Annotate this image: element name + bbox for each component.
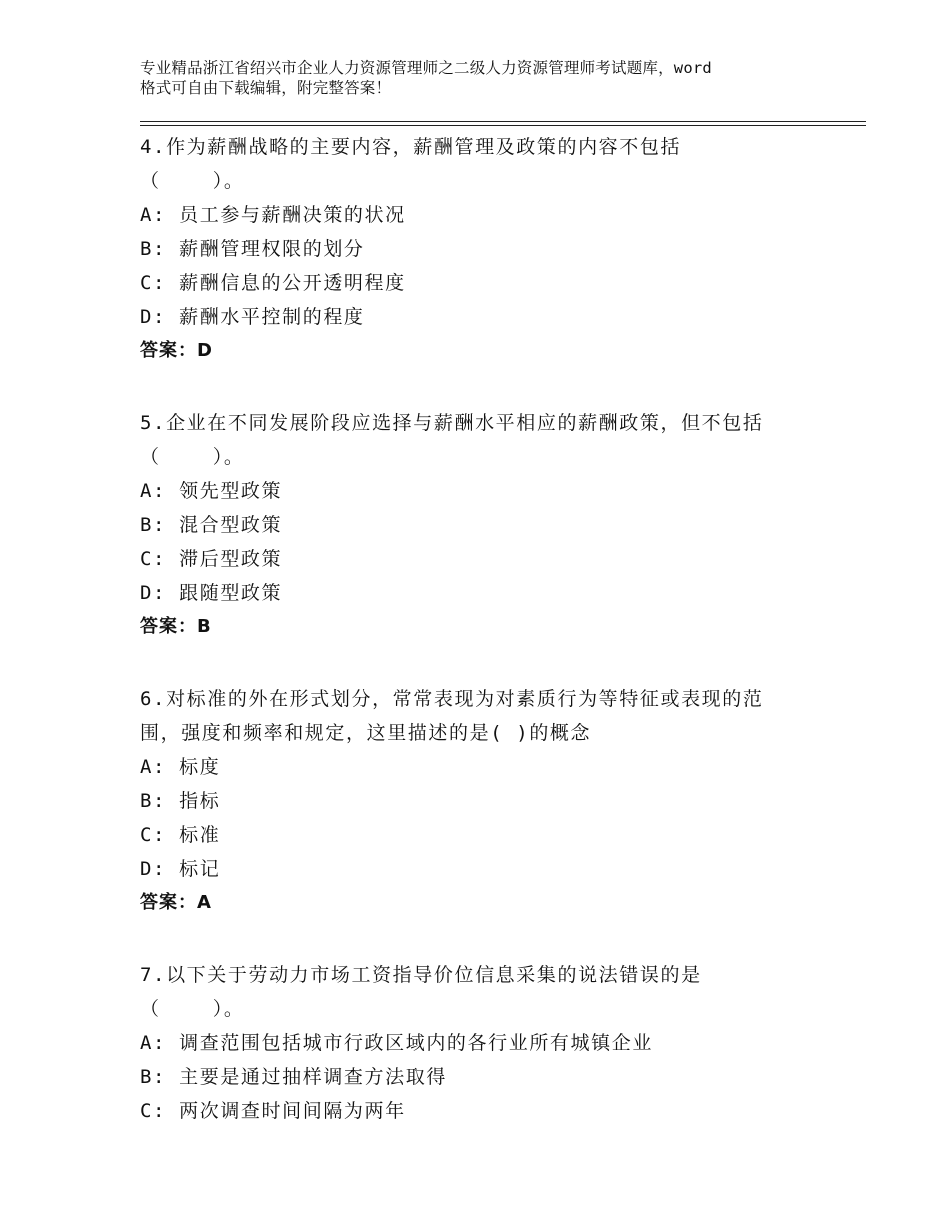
option-d: D: 薪酬水平控制的程度 bbox=[140, 306, 365, 328]
question-7 bbox=[140, 958, 840, 1128]
option-b: B: 混合型政策 bbox=[140, 514, 283, 536]
question-stem: 7.以下关于劳动力市场工资指导价位信息采集的说法错误的是 bbox=[140, 964, 702, 986]
option-c: C: 两次调查时间间隔为两年 bbox=[140, 1100, 406, 1122]
option-b: B: 薪酬管理权限的划分 bbox=[140, 238, 365, 260]
option-c: C: 薪酬信息的公开透明程度 bbox=[140, 272, 406, 294]
answer-label: 答案：A bbox=[140, 892, 212, 913]
option-d: D: 跟随型政策 bbox=[140, 582, 283, 604]
question-stem-blank: （ ）。 bbox=[140, 998, 245, 1020]
header-divider-thin bbox=[140, 125, 866, 126]
option-b: B: 主要是通过抽样调查方法取得 bbox=[140, 1066, 447, 1088]
option-c: C: 标准 bbox=[140, 824, 221, 846]
option-a: A: 标度 bbox=[140, 756, 221, 778]
answer-label: 答案：D bbox=[140, 340, 213, 361]
option-c: C: 滞后型政策 bbox=[140, 548, 283, 570]
question-stem: 4.作为薪酬战略的主要内容，薪酬管理及政策的内容不包括 bbox=[140, 136, 682, 158]
question-stem-blank: （ ）。 bbox=[140, 170, 245, 192]
question-4 bbox=[140, 130, 840, 368]
header-line-1: 专业精品浙江省绍兴市企业人力资源管理师之二级人力资源管理师考试题库，word bbox=[140, 59, 712, 77]
document-header bbox=[140, 58, 840, 98]
option-a: A: 员工参与薪酬决策的状况 bbox=[140, 204, 406, 226]
question-stem-continued: 围，强度和频率和规定，这里描述的是( )的概念 bbox=[140, 722, 592, 744]
option-d: D: 标记 bbox=[140, 858, 221, 880]
header-line-2: 格式可自由下载编辑，附完整答案！ bbox=[140, 79, 392, 97]
question-list bbox=[140, 130, 840, 1166]
option-a: A: 调查范围包括城市行政区域内的各行业所有城镇企业 bbox=[140, 1032, 653, 1054]
question-stem-blank: （ ）。 bbox=[140, 446, 245, 468]
question-stem: 6.对标准的外在形式划分，常常表现为对素质行为等特征或表现的范 bbox=[140, 688, 764, 710]
header-divider-thick bbox=[140, 121, 866, 122]
option-a: A: 领先型政策 bbox=[140, 480, 283, 502]
option-b: B: 指标 bbox=[140, 790, 221, 812]
question-5 bbox=[140, 406, 840, 644]
question-stem: 5.企业在不同发展阶段应选择与薪酬水平相应的薪酬政策，但不包括 bbox=[140, 412, 764, 434]
question-6 bbox=[140, 682, 840, 920]
answer-label: 答案：B bbox=[140, 616, 212, 637]
